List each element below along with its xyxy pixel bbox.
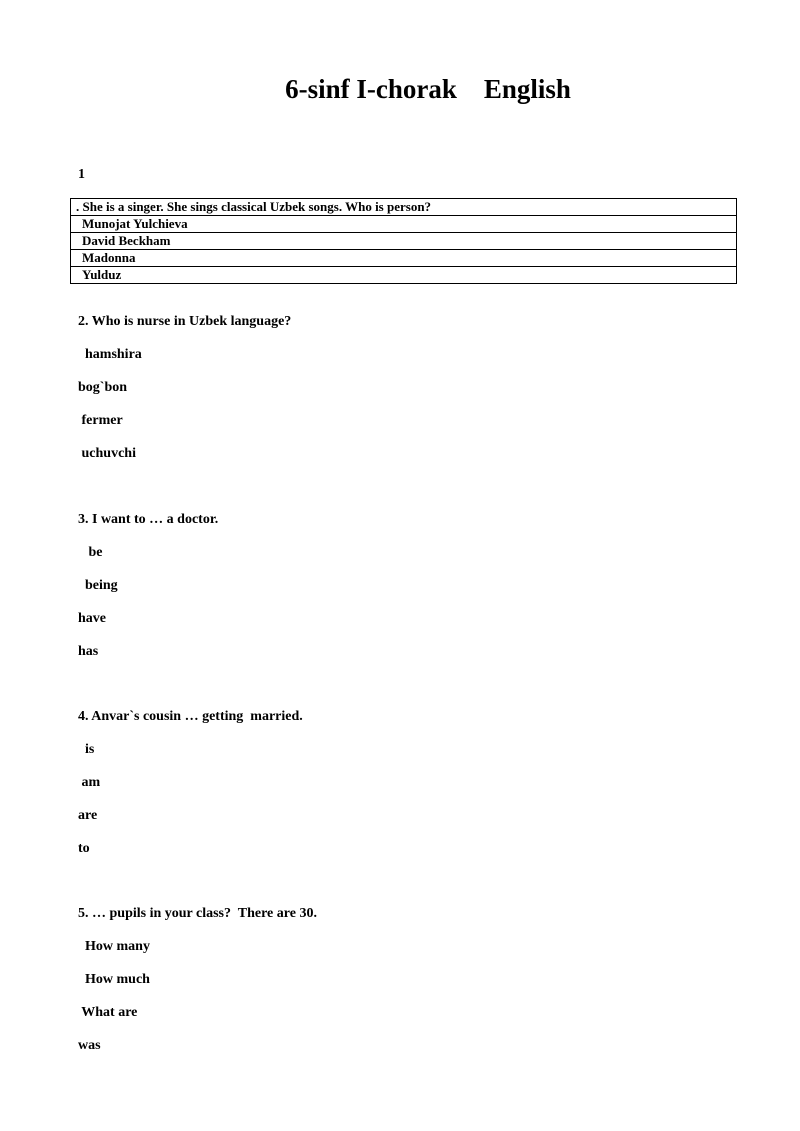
question-5-option-c: What are (78, 1005, 138, 1020)
question-1-option-a: Munojat Yulchieva (71, 216, 737, 233)
question-3-option-c: have (78, 611, 106, 626)
question-2-text: 2. Who is nurse in Uzbek language? (78, 314, 292, 329)
question-3-text: 3. I want to … a doctor. (78, 512, 219, 527)
question-2-option-b: bog`bon (78, 380, 128, 395)
question-2-option-c: fermer (78, 413, 123, 428)
question-1-option-c: Madonna (71, 250, 737, 267)
question-4-option-b: am (78, 775, 101, 790)
question-1-option-d: Yulduz (71, 267, 737, 284)
question-2-option-d: uchuvchi (78, 446, 136, 461)
question-3-option-a: be (78, 545, 103, 560)
page-title: 6-sinf I-chorak English (285, 74, 571, 104)
question-3-option-d: has (78, 644, 99, 659)
question-1-table (70, 198, 737, 284)
question-3-option-b: being (78, 578, 118, 593)
question-5-text: 5. … pupils in your class? There are 30. (78, 906, 317, 921)
question-4-text: 4. Anvar`s cousin … getting married. (78, 709, 303, 724)
question-2-option-a: hamshira (78, 347, 142, 362)
question-5-option-d: was (78, 1038, 101, 1053)
question-number-1: 1 (78, 167, 85, 182)
question-5-option-b: How much (78, 972, 150, 987)
question-1-option-b: David Beckham (71, 233, 737, 250)
question-4-option-d: to (78, 841, 90, 856)
question-1-text: . She is a singer. She sings classical Uzbek songs. Who is person? (71, 199, 737, 216)
question-4-option-a: is (78, 742, 95, 757)
question-5-option-a: How many (78, 939, 150, 954)
question-4-option-c: are (78, 808, 98, 823)
